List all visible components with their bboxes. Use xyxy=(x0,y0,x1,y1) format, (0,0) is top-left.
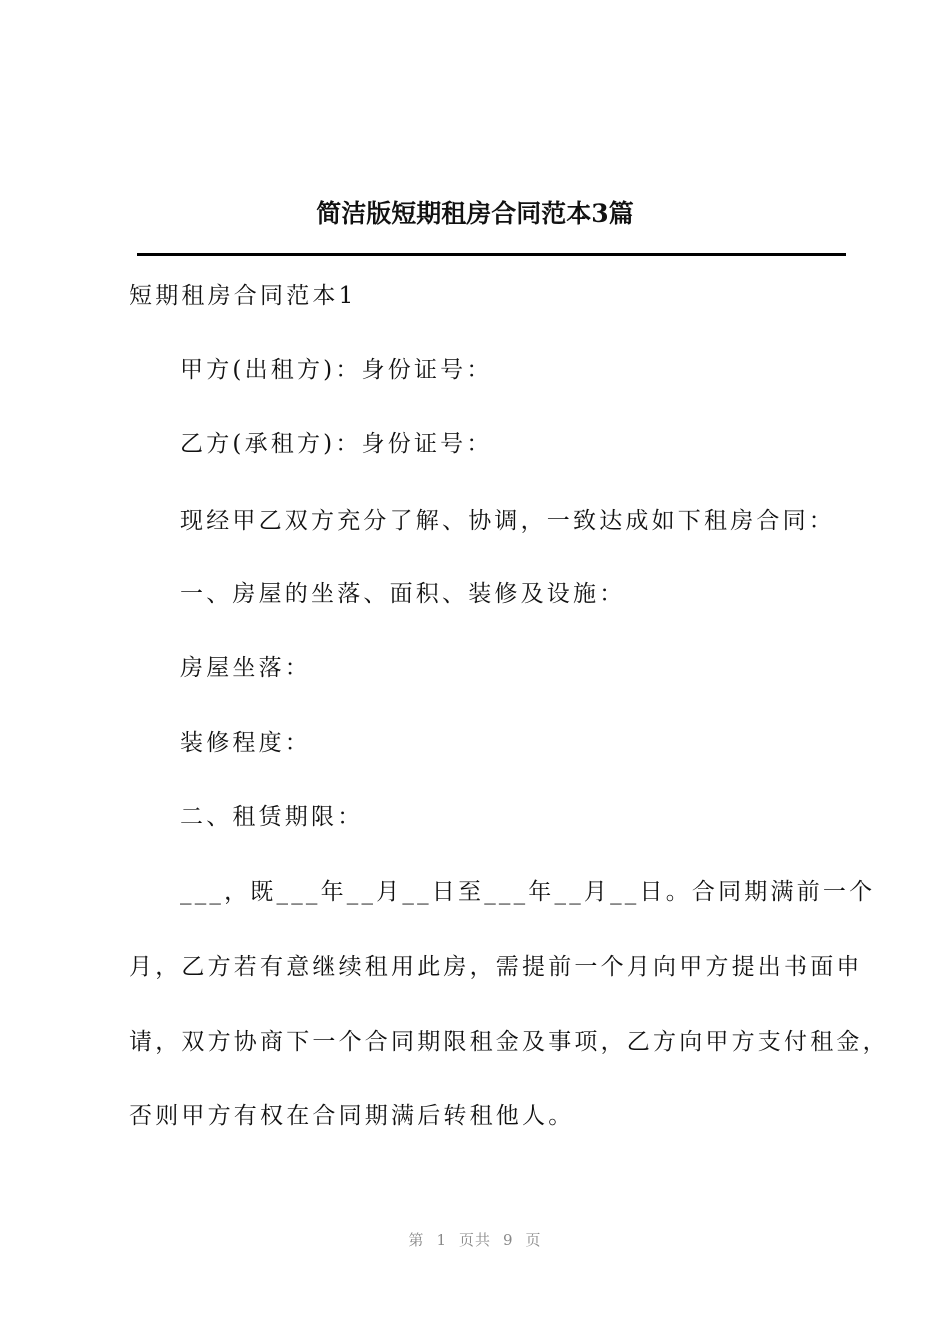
footer-page-number: 1 xyxy=(436,1231,447,1249)
paragraph-line-term-1: ___，既___年__月__日至___年__月__日。合同期满前一个 xyxy=(180,879,876,905)
footer-total-pages: 9 xyxy=(503,1231,514,1249)
footer-suffix: 页 xyxy=(525,1231,542,1249)
page-footer xyxy=(0,1229,950,1250)
paragraph-line-term-3: 请，双方协商下一个合同期限租金及事项，乙方向甲方支付租金， xyxy=(129,1029,889,1055)
title-divider xyxy=(137,253,846,256)
paragraph-line-location: 房屋坐落： xyxy=(180,655,311,681)
paragraph-line-clause-1: 一、房屋的坐落、面积、装修及设施： xyxy=(180,581,626,607)
paragraph-line-term-4: 否则甲方有权在合同期满后转租他人。 xyxy=(129,1103,575,1129)
paragraph-line-party-a: 甲方(出租方)：身份证号： xyxy=(180,357,493,383)
paragraph-line-clause-2: 二、租赁期限： xyxy=(180,804,364,830)
paragraph-line-party-b: 乙方(承租方)：身份证号： xyxy=(180,431,493,457)
paragraph-line-decoration: 装修程度： xyxy=(180,730,311,756)
footer-prefix: 第 xyxy=(408,1231,425,1249)
paragraph-line-term-2: 月，乙方若有意继续租用此房，需提前一个月向甲方提出书面申 xyxy=(129,954,863,980)
paragraph-line-agreement: 现经甲乙双方充分了解、协调，一致达成如下租房合同： xyxy=(180,508,835,534)
section-heading: 短期租房合同范本1 xyxy=(129,283,357,309)
document-title: 简洁版短期租房合同范本3篇 xyxy=(316,199,634,228)
footer-middle: 页共 xyxy=(458,1231,491,1249)
